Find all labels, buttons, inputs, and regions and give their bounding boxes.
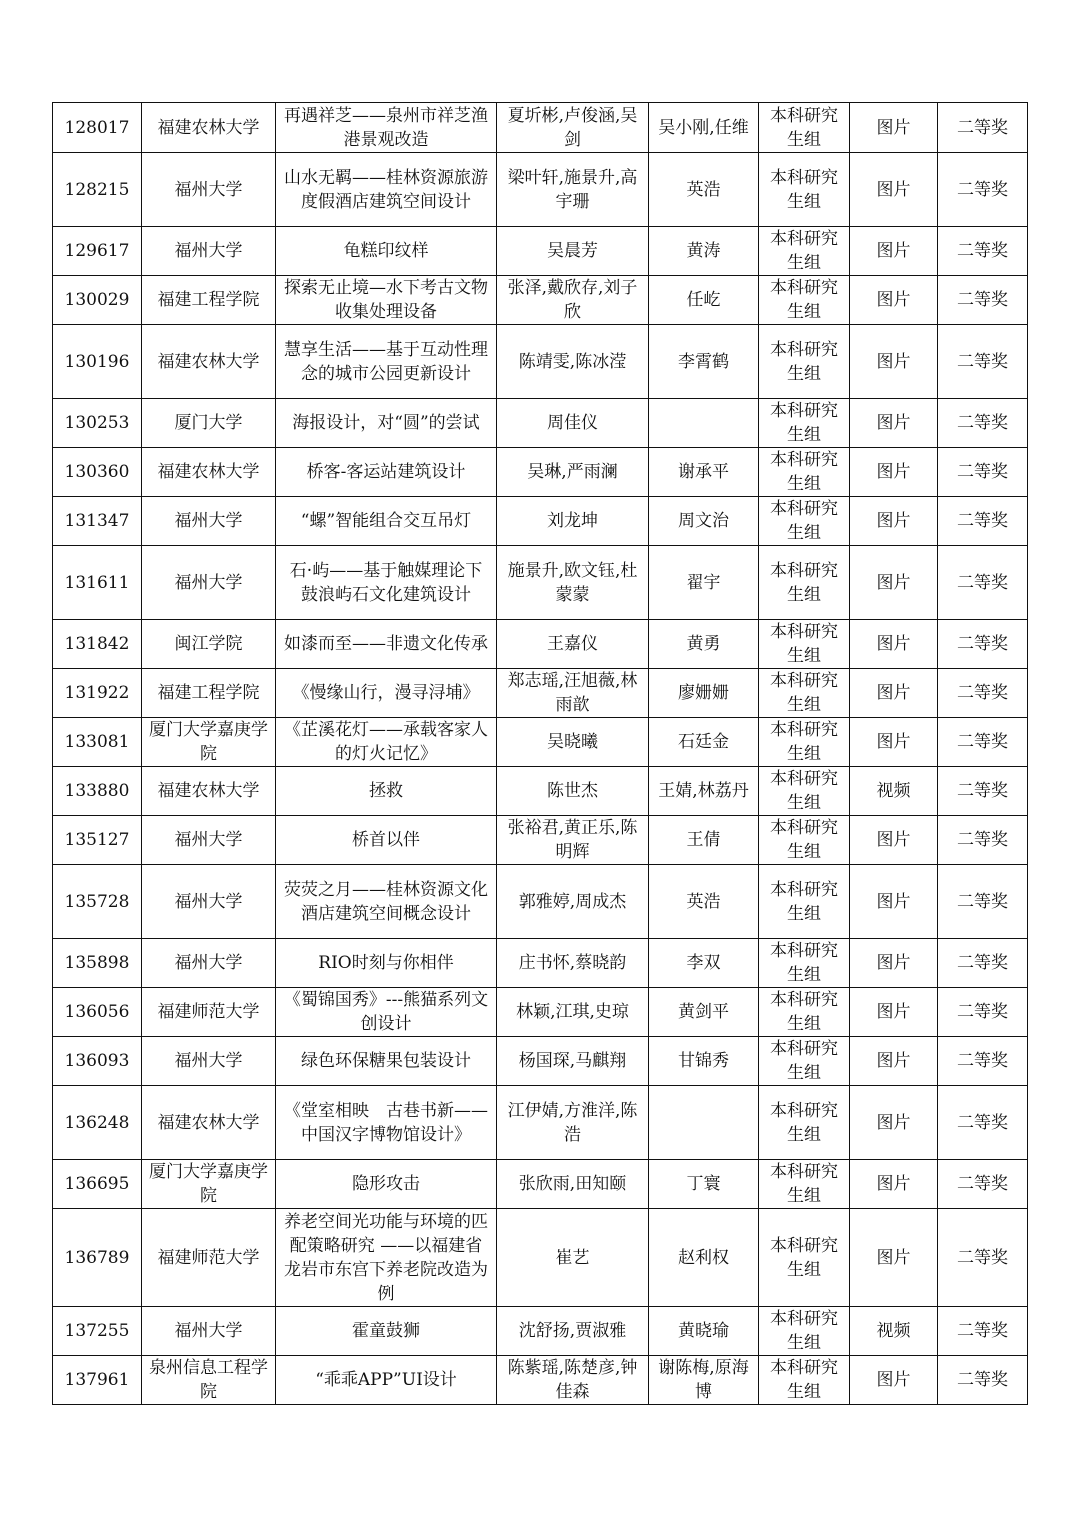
cell-group: 本科研究生组 bbox=[759, 227, 850, 276]
table-row bbox=[53, 620, 1028, 669]
cell-authors: 张裕君,黄正乐,陈明辉 bbox=[497, 816, 649, 865]
cell-group: 本科研究生组 bbox=[759, 1356, 850, 1405]
cell-title: 《慢缘山行，漫寻浔埔》 bbox=[276, 669, 497, 718]
cell-advisor: 黄剑平 bbox=[649, 988, 759, 1037]
cell-title: 探索无止境—水下考古文物收集处理设备 bbox=[276, 276, 497, 325]
table-row bbox=[53, 669, 1028, 718]
cell-advisor: 丁寰 bbox=[649, 1160, 759, 1209]
cell-group: 本科研究生组 bbox=[759, 1037, 850, 1086]
cell-award: 二等奖 bbox=[938, 767, 1028, 816]
cell-school: 福州大学 bbox=[142, 939, 276, 988]
cell-id: 128215 bbox=[53, 153, 142, 227]
cell-advisor: 黄勇 bbox=[649, 620, 759, 669]
cell-group: 本科研究生组 bbox=[759, 448, 850, 497]
table-row bbox=[53, 325, 1028, 399]
cell-type: 图片 bbox=[850, 620, 938, 669]
table-row bbox=[53, 865, 1028, 939]
cell-title: 拯救 bbox=[276, 767, 497, 816]
cell-advisor: 王倩 bbox=[649, 816, 759, 865]
cell-authors: 杨国琛,马麒翔 bbox=[497, 1037, 649, 1086]
cell-authors: 庄书怀,蔡晓韵 bbox=[497, 939, 649, 988]
cell-group: 本科研究生组 bbox=[759, 497, 850, 546]
cell-school: 福建农林大学 bbox=[142, 767, 276, 816]
cell-id: 128017 bbox=[53, 103, 142, 153]
cell-advisor: 谢承平 bbox=[649, 448, 759, 497]
table-row bbox=[53, 1307, 1028, 1356]
cell-id: 135728 bbox=[53, 865, 142, 939]
cell-type: 视频 bbox=[850, 1307, 938, 1356]
cell-title: 《蜀锦国秀》---熊猫系列文创设计 bbox=[276, 988, 497, 1037]
cell-advisor: 英浩 bbox=[649, 153, 759, 227]
cell-type: 图片 bbox=[850, 325, 938, 399]
table-row bbox=[53, 227, 1028, 276]
cell-group: 本科研究生组 bbox=[759, 276, 850, 325]
cell-id: 131842 bbox=[53, 620, 142, 669]
table-row bbox=[53, 718, 1028, 767]
cell-id: 137961 bbox=[53, 1356, 142, 1405]
cell-award: 二等奖 bbox=[938, 1356, 1028, 1405]
table-row bbox=[53, 103, 1028, 153]
cell-type: 图片 bbox=[850, 1037, 938, 1086]
cell-id: 136789 bbox=[53, 1209, 142, 1307]
cell-award: 二等奖 bbox=[938, 669, 1028, 718]
cell-authors: 周佳仪 bbox=[497, 399, 649, 448]
cell-school: 福建师范大学 bbox=[142, 1209, 276, 1307]
cell-type: 图片 bbox=[850, 276, 938, 325]
cell-school: 福州大学 bbox=[142, 546, 276, 620]
cell-id: 130029 bbox=[53, 276, 142, 325]
cell-title: 如漆而至——非遗文化传承 bbox=[276, 620, 497, 669]
cell-school: 福建工程学院 bbox=[142, 276, 276, 325]
cell-type: 图片 bbox=[850, 988, 938, 1037]
cell-type: 图片 bbox=[850, 546, 938, 620]
cell-title: 养老空间光功能与环境的匹配策略研究 ——以福建省龙岩市东宫下养老院改造为例 bbox=[276, 1209, 497, 1307]
cell-id: 133081 bbox=[53, 718, 142, 767]
cell-group: 本科研究生组 bbox=[759, 939, 850, 988]
cell-advisor bbox=[649, 399, 759, 448]
table-row bbox=[53, 276, 1028, 325]
cell-advisor: 翟宇 bbox=[649, 546, 759, 620]
cell-advisor: 周文治 bbox=[649, 497, 759, 546]
cell-authors: 王嘉仪 bbox=[497, 620, 649, 669]
cell-id: 136093 bbox=[53, 1037, 142, 1086]
cell-authors: 施景升,欧文钰,杜蒙蒙 bbox=[497, 546, 649, 620]
cell-authors: 吴晨芳 bbox=[497, 227, 649, 276]
cell-authors: 沈舒扬,贾淑雅 bbox=[497, 1307, 649, 1356]
cell-award: 二等奖 bbox=[938, 497, 1028, 546]
cell-title: 龟糕印纹样 bbox=[276, 227, 497, 276]
cell-title: 《芷溪花灯——承载客家人的灯火记忆》 bbox=[276, 718, 497, 767]
cell-group: 本科研究生组 bbox=[759, 620, 850, 669]
cell-authors: 吴琳,严雨澜 bbox=[497, 448, 649, 497]
cell-id: 136695 bbox=[53, 1160, 142, 1209]
cell-school: 闽江学院 bbox=[142, 620, 276, 669]
table-row bbox=[53, 399, 1028, 448]
cell-group: 本科研究生组 bbox=[759, 865, 850, 939]
cell-type: 图片 bbox=[850, 103, 938, 153]
cell-title: 《堂室相映 古巷书新——中国汉字博物馆设计》 bbox=[276, 1086, 497, 1160]
cell-title: 桥客-客运站建筑设计 bbox=[276, 448, 497, 497]
cell-group: 本科研究生组 bbox=[759, 103, 850, 153]
cell-id: 135127 bbox=[53, 816, 142, 865]
cell-title: 桥首以伴 bbox=[276, 816, 497, 865]
cell-award: 二等奖 bbox=[938, 1037, 1028, 1086]
cell-advisor: 甘锦秀 bbox=[649, 1037, 759, 1086]
cell-authors: 张欣雨,田知颐 bbox=[497, 1160, 649, 1209]
cell-authors: 夏圻彬,卢俊涵,吴剑 bbox=[497, 103, 649, 153]
cell-id: 129617 bbox=[53, 227, 142, 276]
cell-type: 图片 bbox=[850, 399, 938, 448]
cell-group: 本科研究生组 bbox=[759, 546, 850, 620]
cell-title: 隐形攻击 bbox=[276, 1160, 497, 1209]
cell-id: 131347 bbox=[53, 497, 142, 546]
cell-title: “螺”智能组合交互吊灯 bbox=[276, 497, 497, 546]
cell-type: 图片 bbox=[850, 669, 938, 718]
cell-id: 130253 bbox=[53, 399, 142, 448]
cell-award: 二等奖 bbox=[938, 939, 1028, 988]
cell-authors: 崔艺 bbox=[497, 1209, 649, 1307]
table-row bbox=[53, 816, 1028, 865]
cell-type: 图片 bbox=[850, 153, 938, 227]
cell-school: 厦门大学嘉庚学院 bbox=[142, 1160, 276, 1209]
cell-type: 图片 bbox=[850, 1356, 938, 1405]
cell-group: 本科研究生组 bbox=[759, 1209, 850, 1307]
table-row bbox=[53, 1356, 1028, 1405]
cell-award: 二等奖 bbox=[938, 227, 1028, 276]
cell-school: 厦门大学嘉庚学院 bbox=[142, 718, 276, 767]
cell-advisor bbox=[649, 1086, 759, 1160]
cell-title: 霍童鼓狮 bbox=[276, 1307, 497, 1356]
table-row bbox=[53, 153, 1028, 227]
cell-school: 厦门大学 bbox=[142, 399, 276, 448]
cell-group: 本科研究生组 bbox=[759, 988, 850, 1037]
cell-id: 136056 bbox=[53, 988, 142, 1037]
cell-school: 福州大学 bbox=[142, 1307, 276, 1356]
table-row bbox=[53, 939, 1028, 988]
cell-award: 二等奖 bbox=[938, 718, 1028, 767]
cell-award: 二等奖 bbox=[938, 1160, 1028, 1209]
cell-authors: 林颖,江琪,史琼 bbox=[497, 988, 649, 1037]
cell-group: 本科研究生组 bbox=[759, 669, 850, 718]
cell-advisor: 李双 bbox=[649, 939, 759, 988]
cell-authors: 江伊婧,方淮洋,陈浩 bbox=[497, 1086, 649, 1160]
cell-advisor: 李霄鹤 bbox=[649, 325, 759, 399]
cell-school: 福州大学 bbox=[142, 227, 276, 276]
cell-group: 本科研究生组 bbox=[759, 153, 850, 227]
cell-id: 135898 bbox=[53, 939, 142, 988]
cell-advisor: 石廷金 bbox=[649, 718, 759, 767]
cell-award: 二等奖 bbox=[938, 399, 1028, 448]
cell-award: 二等奖 bbox=[938, 448, 1028, 497]
cell-school: 福州大学 bbox=[142, 816, 276, 865]
cell-type: 视频 bbox=[850, 767, 938, 816]
cell-title: 荧荧之月——桂林资源文化酒店建筑空间概念设计 bbox=[276, 865, 497, 939]
cell-school: 福州大学 bbox=[142, 153, 276, 227]
cell-school: 福建农林大学 bbox=[142, 1086, 276, 1160]
cell-school: 福建工程学院 bbox=[142, 669, 276, 718]
table-row bbox=[53, 988, 1028, 1037]
cell-award: 二等奖 bbox=[938, 276, 1028, 325]
cell-type: 图片 bbox=[850, 718, 938, 767]
cell-school: 福州大学 bbox=[142, 865, 276, 939]
cell-id: 137255 bbox=[53, 1307, 142, 1356]
cell-title: “乖乖APP”UI设计 bbox=[276, 1356, 497, 1405]
cell-id: 133880 bbox=[53, 767, 142, 816]
cell-school: 福建农林大学 bbox=[142, 103, 276, 153]
cell-authors: 吴晓曦 bbox=[497, 718, 649, 767]
cell-advisor: 黄晓瑜 bbox=[649, 1307, 759, 1356]
cell-award: 二等奖 bbox=[938, 325, 1028, 399]
cell-type: 图片 bbox=[850, 816, 938, 865]
cell-authors: 梁叶轩,施景升,高宇珊 bbox=[497, 153, 649, 227]
cell-advisor: 任屹 bbox=[649, 276, 759, 325]
cell-title: 海报设计，对“圆”的尝试 bbox=[276, 399, 497, 448]
cell-school: 泉州信息工程学院 bbox=[142, 1356, 276, 1405]
cell-title: 石·屿——基于触媒理论下鼓浪屿石文化建筑设计 bbox=[276, 546, 497, 620]
cell-award: 二等奖 bbox=[938, 816, 1028, 865]
cell-authors: 郑志瑶,汪旭薇,林雨歆 bbox=[497, 669, 649, 718]
cell-advisor: 谢陈梅,原海博 bbox=[649, 1356, 759, 1405]
table-row bbox=[53, 1160, 1028, 1209]
cell-award: 二等奖 bbox=[938, 1307, 1028, 1356]
cell-group: 本科研究生组 bbox=[759, 767, 850, 816]
cell-id: 130360 bbox=[53, 448, 142, 497]
cell-school: 福建农林大学 bbox=[142, 448, 276, 497]
table-row bbox=[53, 546, 1028, 620]
cell-authors: 陈紫瑶,陈楚彦,钟佳森 bbox=[497, 1356, 649, 1405]
cell-group: 本科研究生组 bbox=[759, 718, 850, 767]
table-row bbox=[53, 497, 1028, 546]
cell-advisor: 英浩 bbox=[649, 865, 759, 939]
cell-award: 二等奖 bbox=[938, 546, 1028, 620]
cell-advisor: 王婧,林荔丹 bbox=[649, 767, 759, 816]
cell-authors: 陈靖雯,陈冰滢 bbox=[497, 325, 649, 399]
cell-group: 本科研究生组 bbox=[759, 325, 850, 399]
cell-id: 130196 bbox=[53, 325, 142, 399]
cell-award: 二等奖 bbox=[938, 620, 1028, 669]
cell-advisor: 廖姗姗 bbox=[649, 669, 759, 718]
cell-authors: 刘龙坤 bbox=[497, 497, 649, 546]
cell-type: 图片 bbox=[850, 227, 938, 276]
cell-title: 山水无羁——桂林资源旅游度假酒店建筑空间设计 bbox=[276, 153, 497, 227]
cell-award: 二等奖 bbox=[938, 153, 1028, 227]
cell-type: 图片 bbox=[850, 1209, 938, 1307]
cell-authors: 张泽,戴欣存,刘子欣 bbox=[497, 276, 649, 325]
cell-advisor: 赵利权 bbox=[649, 1209, 759, 1307]
cell-group: 本科研究生组 bbox=[759, 1307, 850, 1356]
cell-authors: 郭雅婷,周成杰 bbox=[497, 865, 649, 939]
cell-award: 二等奖 bbox=[938, 988, 1028, 1037]
cell-group: 本科研究生组 bbox=[759, 816, 850, 865]
table-row bbox=[53, 1209, 1028, 1307]
cell-id: 131611 bbox=[53, 546, 142, 620]
cell-school: 福建师范大学 bbox=[142, 988, 276, 1037]
cell-title: 再遇祥芝——泉州市祥芝渔港景观改造 bbox=[276, 103, 497, 153]
cell-school: 福州大学 bbox=[142, 497, 276, 546]
cell-id: 131922 bbox=[53, 669, 142, 718]
cell-title: 慧享生活——基于互动性理念的城市公园更新设计 bbox=[276, 325, 497, 399]
cell-school: 福州大学 bbox=[142, 1037, 276, 1086]
cell-type: 图片 bbox=[850, 448, 938, 497]
cell-school: 福建农林大学 bbox=[142, 325, 276, 399]
cell-award: 二等奖 bbox=[938, 1086, 1028, 1160]
cell-advisor: 吴小刚,任维 bbox=[649, 103, 759, 153]
cell-group: 本科研究生组 bbox=[759, 1160, 850, 1209]
cell-group: 本科研究生组 bbox=[759, 1086, 850, 1160]
cell-id: 136248 bbox=[53, 1086, 142, 1160]
cell-type: 图片 bbox=[850, 939, 938, 988]
cell-group: 本科研究生组 bbox=[759, 399, 850, 448]
cell-type: 图片 bbox=[850, 1160, 938, 1209]
cell-type: 图片 bbox=[850, 865, 938, 939]
awards-table-body bbox=[53, 103, 1028, 1405]
table-row bbox=[53, 448, 1028, 497]
cell-award: 二等奖 bbox=[938, 865, 1028, 939]
table-row bbox=[53, 1037, 1028, 1086]
cell-award: 二等奖 bbox=[938, 1209, 1028, 1307]
awards-table bbox=[52, 102, 1028, 1405]
cell-type: 图片 bbox=[850, 1086, 938, 1160]
cell-advisor: 黄涛 bbox=[649, 227, 759, 276]
cell-type: 图片 bbox=[850, 497, 938, 546]
cell-authors: 陈世杰 bbox=[497, 767, 649, 816]
cell-award: 二等奖 bbox=[938, 103, 1028, 153]
table-row bbox=[53, 767, 1028, 816]
table-row bbox=[53, 1086, 1028, 1160]
cell-title: 绿色环保糖果包装设计 bbox=[276, 1037, 497, 1086]
cell-title: RIO时刻与你相伴 bbox=[276, 939, 497, 988]
